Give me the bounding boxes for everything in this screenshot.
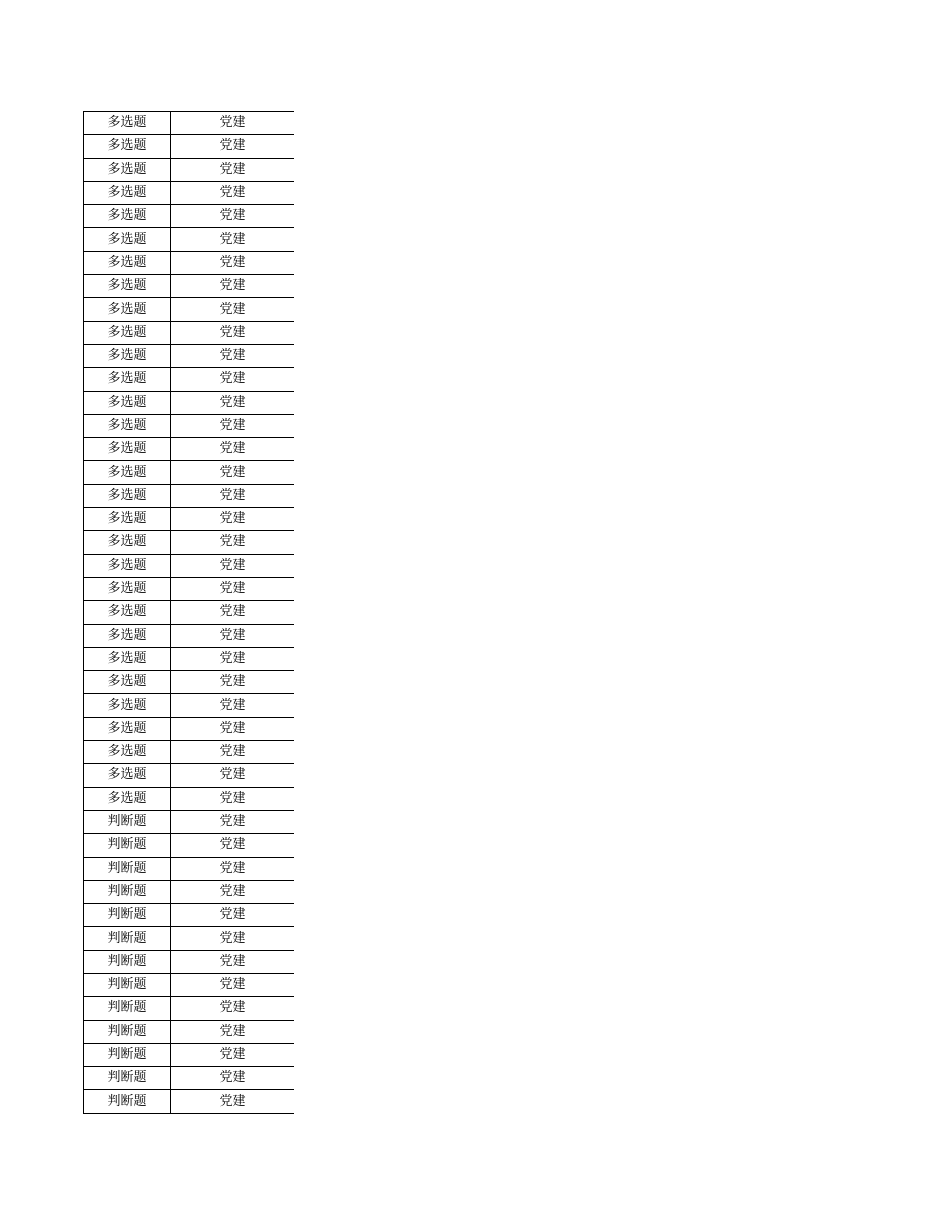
table-row [84, 554, 295, 577]
question-type-cell: 多选题 [84, 741, 171, 764]
table-row [84, 810, 295, 833]
question-type-cell: 多选题 [84, 647, 171, 670]
spreadsheet-page [83, 111, 293, 1114]
question-type-cell: 多选题 [84, 391, 171, 414]
table-row [84, 112, 295, 135]
table-row [84, 857, 295, 880]
table-row [84, 391, 295, 414]
question-type-cell: 判断题 [84, 1090, 171, 1113]
category-cell: 党建 [171, 391, 295, 414]
table-row [84, 624, 295, 647]
category-cell: 党建 [171, 461, 295, 484]
table-row [84, 927, 295, 950]
category-cell: 党建 [171, 577, 295, 600]
question-type-cell: 判断题 [84, 1020, 171, 1043]
category-cell: 党建 [171, 834, 295, 857]
question-type-cell: 多选题 [84, 694, 171, 717]
category-cell: 党建 [171, 764, 295, 787]
category-cell: 党建 [171, 228, 295, 251]
table-row [84, 997, 295, 1020]
table-row [84, 181, 295, 204]
question-type-cell: 多选题 [84, 205, 171, 228]
table-row [84, 414, 295, 437]
table-row [84, 671, 295, 694]
table-row [84, 531, 295, 554]
table-row [84, 298, 295, 321]
question-type-cell: 判断题 [84, 1043, 171, 1066]
category-cell: 党建 [171, 1090, 295, 1113]
table-row [84, 461, 295, 484]
question-type-cell: 多选题 [84, 228, 171, 251]
category-cell: 党建 [171, 158, 295, 181]
question-type-cell: 多选题 [84, 484, 171, 507]
question-type-cell: 多选题 [84, 624, 171, 647]
category-cell: 党建 [171, 904, 295, 927]
category-cell: 党建 [171, 531, 295, 554]
question-type-cell: 多选题 [84, 251, 171, 274]
category-cell: 党建 [171, 344, 295, 367]
question-type-cell: 多选题 [84, 601, 171, 624]
table-row [84, 344, 295, 367]
question-type-cell: 多选题 [84, 298, 171, 321]
table-body [84, 112, 295, 1114]
question-type-cell: 多选题 [84, 414, 171, 437]
question-type-cell: 判断题 [84, 950, 171, 973]
category-cell: 党建 [171, 810, 295, 833]
question-type-cell: 判断题 [84, 927, 171, 950]
question-type-cell: 判断题 [84, 997, 171, 1020]
category-cell: 党建 [171, 741, 295, 764]
category-cell: 党建 [171, 880, 295, 903]
table-row [84, 904, 295, 927]
question-type-cell: 多选题 [84, 531, 171, 554]
category-cell: 党建 [171, 298, 295, 321]
category-cell: 党建 [171, 857, 295, 880]
question-type-cell: 多选题 [84, 554, 171, 577]
table-row [84, 135, 295, 158]
table-row [84, 764, 295, 787]
question-type-cell: 多选题 [84, 275, 171, 298]
category-cell: 党建 [171, 671, 295, 694]
category-cell: 党建 [171, 787, 295, 810]
category-cell: 党建 [171, 997, 295, 1020]
question-type-cell: 判断题 [84, 1067, 171, 1090]
table-row [84, 438, 295, 461]
category-cell: 党建 [171, 601, 295, 624]
category-cell: 党建 [171, 181, 295, 204]
table-row [84, 741, 295, 764]
question-type-cell: 判断题 [84, 810, 171, 833]
category-cell: 党建 [171, 1067, 295, 1090]
question-type-cell: 判断题 [84, 857, 171, 880]
question-type-cell: 多选题 [84, 135, 171, 158]
category-cell: 党建 [171, 554, 295, 577]
question-type-cell: 判断题 [84, 834, 171, 857]
category-cell: 党建 [171, 973, 295, 996]
question-type-cell: 多选题 [84, 577, 171, 600]
table-row [84, 577, 295, 600]
category-cell: 党建 [171, 624, 295, 647]
category-cell: 党建 [171, 647, 295, 670]
category-cell: 党建 [171, 368, 295, 391]
question-type-cell: 判断题 [84, 904, 171, 927]
category-cell: 党建 [171, 275, 295, 298]
table-row [84, 601, 295, 624]
category-cell: 党建 [171, 927, 295, 950]
question-type-cell: 多选题 [84, 787, 171, 810]
table-row [84, 484, 295, 507]
category-cell: 党建 [171, 135, 295, 158]
table-row [84, 251, 295, 274]
table-row [84, 973, 295, 996]
table-row [84, 1090, 295, 1113]
category-cell: 党建 [171, 112, 295, 135]
table-row [84, 368, 295, 391]
category-cell: 党建 [171, 1020, 295, 1043]
category-cell: 党建 [171, 438, 295, 461]
table-row [84, 717, 295, 740]
table-row [84, 787, 295, 810]
table-row [84, 1043, 295, 1066]
table-row [84, 275, 295, 298]
table-row [84, 694, 295, 717]
category-cell: 党建 [171, 414, 295, 437]
question-type-cell: 多选题 [84, 671, 171, 694]
question-type-cell: 多选题 [84, 158, 171, 181]
category-cell: 党建 [171, 484, 295, 507]
table-row [84, 880, 295, 903]
question-type-cell: 多选题 [84, 438, 171, 461]
table-row [84, 1020, 295, 1043]
category-cell: 党建 [171, 251, 295, 274]
question-type-cell: 多选题 [84, 717, 171, 740]
question-type-cell: 多选题 [84, 181, 171, 204]
category-cell: 党建 [171, 1043, 295, 1066]
table-row [84, 508, 295, 531]
category-cell: 党建 [171, 508, 295, 531]
question-type-cell: 判断题 [84, 973, 171, 996]
table-row [84, 205, 295, 228]
question-type-cell: 判断题 [84, 880, 171, 903]
table-row [84, 834, 295, 857]
question-table [83, 111, 294, 1114]
question-type-cell: 多选题 [84, 321, 171, 344]
category-cell: 党建 [171, 717, 295, 740]
question-type-cell: 多选题 [84, 368, 171, 391]
question-type-cell: 多选题 [84, 112, 171, 135]
question-type-cell: 多选题 [84, 508, 171, 531]
category-cell: 党建 [171, 950, 295, 973]
question-type-cell: 多选题 [84, 344, 171, 367]
table-row [84, 321, 295, 344]
table-row [84, 158, 295, 181]
category-cell: 党建 [171, 694, 295, 717]
category-cell: 党建 [171, 321, 295, 344]
category-cell: 党建 [171, 205, 295, 228]
table-row [84, 950, 295, 973]
table-row [84, 647, 295, 670]
question-type-cell: 多选题 [84, 764, 171, 787]
question-type-cell: 多选题 [84, 461, 171, 484]
table-row [84, 228, 295, 251]
table-row [84, 1067, 295, 1090]
